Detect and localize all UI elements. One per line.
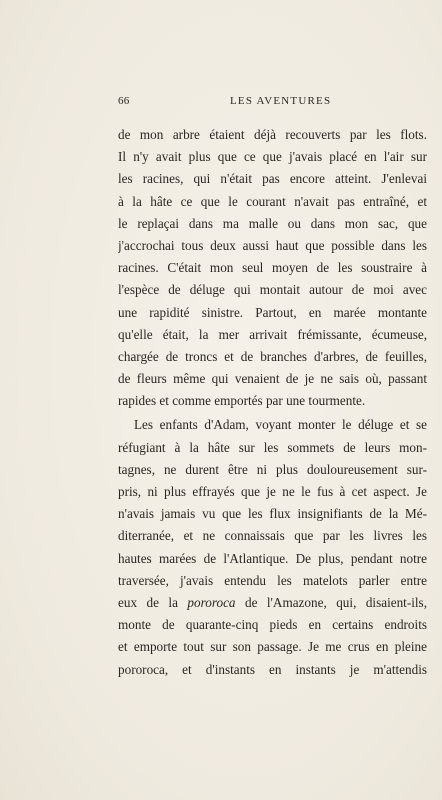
text-line: de fleurs même qui venaient de je ne sais où, passant [118, 371, 427, 387]
body-text [118, 124, 427, 681]
text-line: tagnes, ne durent être ni plus douloureusement sur- [118, 461, 427, 477]
text-line: à la hâte ce que le courant n'avait pas entraîné, et [118, 193, 427, 209]
paragraph [118, 124, 427, 412]
text-line: rapides et comme emportés par une tourmente. [118, 393, 366, 409]
text-line: et emporte tout sur son passage. Je me crus en pleine [118, 639, 427, 655]
text-line: monte de quarante-cinq pieds en certains endroits [118, 617, 427, 633]
text-line: qu'elle était, la mer arrivait frémissante, écumeuse, [118, 326, 427, 342]
text-fragment: de l'Amazone, qui, disaient-ils, [235, 594, 427, 610]
text-line: les racines, qui n'était pas encore atteint. J'enlevai [118, 171, 427, 187]
text-line: réfugiant à la hâte sur les sommets de leurs mon- [118, 439, 427, 455]
italic-term: pororoca [187, 594, 236, 610]
text-line [118, 592, 427, 614]
text-line: hautes marées de l'Atlantique. De plus, pendant notre [118, 550, 427, 566]
text-line: diterranée, et ne connaissais que par les livres les [118, 528, 427, 544]
text-fragment: eux de la [118, 594, 188, 610]
text-line: Les enfants d'Adam, voyant monter le déluge et se [134, 417, 427, 433]
page-number: 66 [118, 95, 130, 107]
text-line: de mon arbre étaient déjà recouverts par les flots. [118, 127, 427, 142]
text-line: n'avais jamais vu que les flux insignifiants de la Mé- [118, 506, 427, 522]
text-line: l'espèce de déluge qui montait autour de moi avec [118, 282, 427, 298]
text-line: chargée de troncs et de branches d'arbres, de feuilles, [118, 348, 427, 364]
text-line: pris, ni plus effrayés que je ne le fus à cet aspect. Je [118, 484, 427, 499]
text-line: Il n'y avait plus que ce que j'avais placé en l'air sur [118, 149, 427, 165]
page-header [118, 95, 408, 111]
text-line: traversée, j'avais entendu les matelots parler entre [118, 572, 427, 588]
text-line: j'accrochai tous deux aussi haut que possible dans les [118, 237, 427, 253]
text-line: racines. C'était mon seul moyen de les soustraire à [118, 260, 427, 276]
text-line: une rapidité sinistre. Partout, en marée montante [118, 304, 427, 320]
paragraph [118, 414, 427, 680]
running-head: LES AVENTURES [230, 95, 332, 107]
text-line: le replaçai dans ma malle ou dans mon sac, que [118, 215, 427, 231]
text-line: pororoca, et d'instants en instants je m'attendis [118, 661, 427, 677]
